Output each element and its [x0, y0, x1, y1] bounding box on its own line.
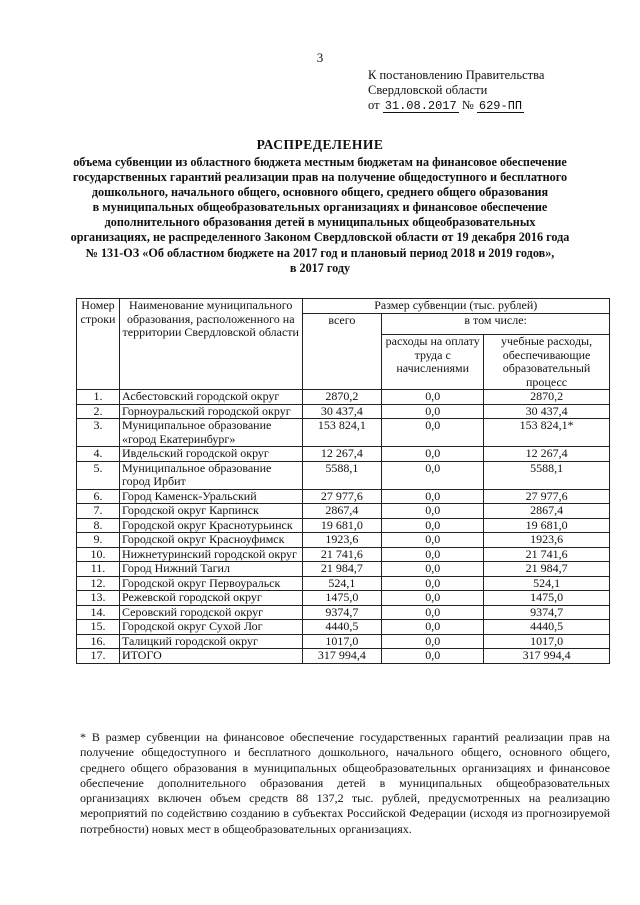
- table-row: [77, 419, 610, 447]
- footnote: * В размер субвенции на финансовое обеспечение государственных гарантий реализации прав на получение общедоступного и бесплатного дошкольного, начального общего, основного общего, среднего общего образования в муниципальных общеобразовательных организациях и финансовое обеспечение дополнительного образования детей в муниципальных общеобразовательных организациях включен объем средств 88 137,2 тыс. рублей, предусмотренных на реализацию мероприятий по содействию созданию в субъектах Российской Федерации (исходя из прогнозируемой потребности) новых мест в общеобразовательных организациях.: [80, 730, 610, 836]
- table-row: [77, 461, 610, 489]
- row-number-cell: 1.: [77, 390, 120, 405]
- subtitle-line: государственных гарантий реализации прав на получение общедоступного и бесплатного: [72, 170, 568, 185]
- table-row: [77, 634, 610, 649]
- row-number-cell: 9.: [77, 533, 120, 548]
- header-edu-costs: учебные расходы, обеспечивающие образовательный процесс: [484, 335, 610, 390]
- total-cell: 2870,2: [302, 390, 382, 405]
- table-row: [77, 547, 610, 562]
- municipality-cell: Талицкий городской округ: [119, 634, 302, 649]
- labor-costs-cell: 0,0: [382, 576, 484, 591]
- subtitle-line: в 2017 году: [289, 260, 351, 275]
- row-number-cell: 12.: [77, 576, 120, 591]
- resolution-line-1: К постановлению Правительства: [368, 68, 545, 82]
- table-row: [77, 533, 610, 548]
- edu-costs-cell: 27 977,6: [484, 489, 610, 504]
- total-cell: 12 267,4: [302, 447, 382, 462]
- edu-costs-cell: 2867,4: [484, 504, 610, 519]
- resolution-no-sign: №: [461, 98, 474, 112]
- municipality-cell: Муниципальное образование «город Екатеринбург»: [119, 419, 302, 447]
- table-row: [77, 591, 610, 606]
- table-row: [77, 390, 610, 405]
- table-row: [77, 562, 610, 577]
- labor-costs-cell: 0,0: [382, 504, 484, 519]
- row-number-cell: 11.: [77, 562, 120, 577]
- edu-costs-cell: 19 681,0: [484, 518, 610, 533]
- labor-costs-cell: 0,0: [382, 634, 484, 649]
- municipality-cell: ИТОГО: [119, 649, 302, 664]
- table-row: [77, 649, 610, 664]
- total-cell: 5588,1: [302, 461, 382, 489]
- resolution-line-2: Свердловской области: [368, 83, 488, 97]
- edu-costs-cell: 2870,2: [484, 390, 610, 405]
- total-cell: 21 741,6: [302, 547, 382, 562]
- edu-costs-cell: 317 994,4: [484, 649, 610, 664]
- row-number-cell: 17.: [77, 649, 120, 664]
- edu-costs-cell: 524,1: [484, 576, 610, 591]
- municipality-cell: Ивдельский городской округ: [119, 447, 302, 462]
- municipality-cell: Горноуральский городской округ: [119, 404, 302, 419]
- resolution-prefix: от: [368, 98, 380, 112]
- row-number-cell: 2.: [77, 404, 120, 419]
- table-row: [77, 620, 610, 635]
- resolution-reference: [368, 68, 544, 113]
- header-municipality: Наименование муниципального образования, расположенного на территории Свердловской области: [119, 299, 302, 390]
- header-labor-costs: расходы на оплату труда с начислениями: [382, 335, 484, 390]
- edu-costs-cell: 1923,6: [484, 533, 610, 548]
- municipality-cell: Муниципальное образование город Ирбит: [119, 461, 302, 489]
- labor-costs-cell: 0,0: [382, 518, 484, 533]
- subtitle-line: дополнительного образования детей в муниципальных общеобразовательных: [104, 215, 536, 230]
- subtitle-line: в муниципальных общеобразовательных организациях и финансовое обеспечение: [92, 200, 548, 215]
- labor-costs-cell: 0,0: [382, 562, 484, 577]
- edu-costs-cell: 1475,0: [484, 591, 610, 606]
- page-number: 3: [316, 50, 324, 65]
- edu-costs-cell: 12 267,4: [484, 447, 610, 462]
- table-row: [77, 404, 610, 419]
- row-number-cell: 5.: [77, 461, 120, 489]
- municipality-cell: Город Каменск-Уральский: [119, 489, 302, 504]
- labor-costs-cell: 0,0: [382, 489, 484, 504]
- total-cell: 153 824,1: [302, 419, 382, 447]
- row-number-cell: 15.: [77, 620, 120, 635]
- municipality-cell: Режевской городской округ: [119, 591, 302, 606]
- subtitle-line: объема субвенции из областного бюджета местным бюджетам на финансовое обеспечение: [73, 155, 567, 169]
- total-cell: 1017,0: [302, 634, 382, 649]
- labor-costs-cell: 0,0: [382, 620, 484, 635]
- resolution-date-line: [368, 98, 544, 113]
- total-cell: 4440,5: [302, 620, 382, 635]
- total-cell: 524,1: [302, 576, 382, 591]
- edu-costs-cell: 1017,0: [484, 634, 610, 649]
- row-number-cell: 3.: [77, 419, 120, 447]
- labor-costs-cell: 0,0: [382, 649, 484, 664]
- labor-costs-cell: 0,0: [382, 533, 484, 548]
- table-row: [77, 605, 610, 620]
- edu-costs-cell: 4440,5: [484, 620, 610, 635]
- municipality-cell: Городской округ Краснотурьинск: [119, 518, 302, 533]
- labor-costs-cell: 0,0: [382, 591, 484, 606]
- edu-costs-cell: 153 824,1*: [484, 419, 610, 447]
- document-title: РАСПРЕДЕЛЕНИЕ: [256, 137, 384, 152]
- municipality-cell: Нижнетуринский городской округ: [119, 547, 302, 562]
- resolution-number: 629-ПП: [478, 99, 523, 113]
- document-subtitle: [60, 155, 580, 276]
- labor-costs-cell: 0,0: [382, 419, 484, 447]
- labor-costs-cell: 0,0: [382, 461, 484, 489]
- total-cell: 2867,4: [302, 504, 382, 519]
- subtitle-line: дошкольного, начального общего, основного общего, среднего общего образования: [91, 185, 549, 200]
- labor-costs-cell: 0,0: [382, 390, 484, 405]
- row-number-cell: 10.: [77, 547, 120, 562]
- labor-costs-cell: 0,0: [382, 404, 484, 419]
- table-row: [77, 489, 610, 504]
- edu-costs-cell: 9374,7: [484, 605, 610, 620]
- header-row-number: Номер строки: [77, 299, 120, 390]
- total-cell: 317 994,4: [302, 649, 382, 664]
- subtitle-line: № 131-ОЗ «Об областном бюджете на 2017 год и плановый период 2018 и 2019 годов»,: [85, 245, 555, 260]
- row-number-cell: 16.: [77, 634, 120, 649]
- edu-costs-cell: 21 984,7: [484, 562, 610, 577]
- total-cell: 27 977,6: [302, 489, 382, 504]
- row-number-cell: 8.: [77, 518, 120, 533]
- edu-costs-cell: 5588,1: [484, 461, 610, 489]
- municipality-cell: Асбестовский городской округ: [119, 390, 302, 405]
- table-row: [77, 576, 610, 591]
- row-number-cell: 6.: [77, 489, 120, 504]
- municipality-cell: Городской округ Красноуфимск: [119, 533, 302, 548]
- row-number-cell: 14.: [77, 605, 120, 620]
- municipality-cell: Серовский городской округ: [119, 605, 302, 620]
- table-row: [77, 447, 610, 462]
- total-cell: 19 681,0: [302, 518, 382, 533]
- labor-costs-cell: 0,0: [382, 547, 484, 562]
- total-cell: 9374,7: [302, 605, 382, 620]
- labor-costs-cell: 0,0: [382, 447, 484, 462]
- row-number-cell: 13.: [77, 591, 120, 606]
- total-cell: 1475,0: [302, 591, 382, 606]
- row-number-cell: 7.: [77, 504, 120, 519]
- labor-costs-cell: 0,0: [382, 605, 484, 620]
- header-subvention-size: Размер субвенции (тыс. рублей): [302, 299, 610, 314]
- table-row: [77, 518, 610, 533]
- resolution-date: 31.08.2017: [384, 99, 457, 113]
- edu-costs-cell: 30 437,4: [484, 404, 610, 419]
- table-row: [77, 504, 610, 519]
- edu-costs-cell: 21 741,6: [484, 547, 610, 562]
- subtitle-line: организациях, не распределенного Законом Свердловской области от 19 декабря 2016 года: [70, 230, 570, 245]
- total-cell: 30 437,4: [302, 404, 382, 419]
- row-number-cell: 4.: [77, 447, 120, 462]
- total-cell: 1923,6: [302, 533, 382, 548]
- header-row: [77, 299, 610, 314]
- municipality-cell: Городской округ Первоуральск: [119, 576, 302, 591]
- subvention-table: [76, 298, 610, 664]
- municipality-cell: Городской округ Карпинск: [119, 504, 302, 519]
- total-cell: 21 984,7: [302, 562, 382, 577]
- municipality-cell: Город Нижний Тагил: [119, 562, 302, 577]
- municipality-cell: Городской округ Сухой Лог: [119, 620, 302, 635]
- header-total: всего: [302, 313, 382, 390]
- header-including: в том числе:: [382, 313, 610, 335]
